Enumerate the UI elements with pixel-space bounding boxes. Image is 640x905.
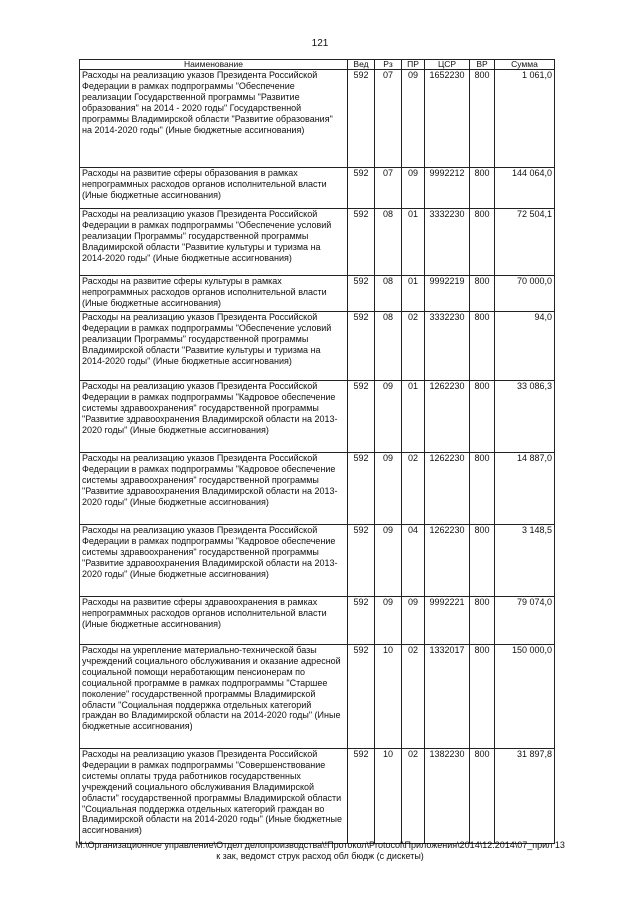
cell-rz: 07 xyxy=(375,168,402,209)
cell-sum: 79 074,0 xyxy=(495,597,555,645)
cell-vr: 800 xyxy=(470,381,495,453)
cell-ved: 592 xyxy=(348,645,375,749)
cell-rz: 09 xyxy=(375,525,402,597)
cell-sum: 31 897,8 xyxy=(495,749,555,844)
cell-vr: 800 xyxy=(470,70,495,168)
cell-name: Расходы на реализацию указов Президента Российской Федерации в рамках подпрограммы "Обеспечение реализации Государственной программы "Развитие образования" на 2014 - 2020 годы" Государственной программы Владимирской области "Развитие образования" на 2014-2020 годы" (Иные бюджетные ассигнования) xyxy=(80,70,348,168)
cell-pr: 09 xyxy=(402,168,425,209)
cell-vr: 800 xyxy=(470,168,495,209)
cell-sum: 144 064,0 xyxy=(495,168,555,209)
cell-pr: 02 xyxy=(402,453,425,525)
table-row xyxy=(80,312,555,381)
cell-sum: 70 000,0 xyxy=(495,276,555,312)
cell-vr: 800 xyxy=(470,276,495,312)
header-pr: ПР xyxy=(402,60,425,70)
cell-vr: 800 xyxy=(470,749,495,844)
cell-ved: 592 xyxy=(348,209,375,276)
cell-name: Расходы на реализацию указов Президента Российской Федерации в рамках подпрограммы "Обеспечение условий реализации Программы" государственной программы Владимирской области "Развитие культуры и туризма на 2014-2020 годы" (Иные бюджетные ассигнования) xyxy=(80,209,348,276)
cell-name: Расходы на развитие сферы здравоохранения в рамках непрограммных расходов органов исполнительной власти (Иные бюджетные ассигнования) xyxy=(80,597,348,645)
cell-ved: 592 xyxy=(348,381,375,453)
table-row xyxy=(80,70,555,168)
cell-csr: 9992212 xyxy=(425,168,470,209)
cell-sum: 94,0 xyxy=(495,312,555,381)
cell-sum: 3 148,5 xyxy=(495,525,555,597)
cell-ved: 592 xyxy=(348,525,375,597)
cell-vr: 800 xyxy=(470,645,495,749)
cell-vr: 800 xyxy=(470,597,495,645)
cell-ved: 592 xyxy=(348,168,375,209)
table-row xyxy=(80,645,555,749)
cell-csr: 9992219 xyxy=(425,276,470,312)
cell-rz: 10 xyxy=(375,645,402,749)
table-row xyxy=(80,168,555,209)
cell-pr: 01 xyxy=(402,276,425,312)
table-row xyxy=(80,453,555,525)
cell-pr: 09 xyxy=(402,70,425,168)
cell-pr: 01 xyxy=(402,209,425,276)
header-rz: Рз xyxy=(375,60,402,70)
cell-pr: 02 xyxy=(402,312,425,381)
cell-vr: 800 xyxy=(470,209,495,276)
table-row xyxy=(80,525,555,597)
cell-ved: 592 xyxy=(348,749,375,844)
cell-name: Расходы на реализацию указов Президента Российской Федерации в рамках подпрограммы "Совершенствование системы оплаты труда работников государственных учреждений социального обслуживания Владимирской области" государственной программы Владимирской области "Социальная поддержка отдельных категорий граждан во Владимирской области на 2014-2020 годы" (Иные бюджетные ассигнования) xyxy=(80,749,348,844)
cell-ved: 592 xyxy=(348,597,375,645)
cell-rz: 10 xyxy=(375,749,402,844)
cell-name: Расходы на реализацию указов Президента Российской Федерации в рамках подпрограммы "Кадровое обеспечение системы здравоохранения" государственной программы "Развитие здравоохранения Владимирской области на 2013-2020 годы" (Иные бюджетные ассигнования) xyxy=(80,381,348,453)
cell-rz: 09 xyxy=(375,597,402,645)
cell-csr: 1262230 xyxy=(425,453,470,525)
cell-pr: 02 xyxy=(402,645,425,749)
page-number: 121 xyxy=(311,38,329,49)
table-header-row xyxy=(80,60,555,70)
cell-name: Расходы на реализацию указов Президента Российской Федерации в рамках подпрограммы "Обеспечение условий реализации Программы" государственной программы Владимирской области "Развитие культуры и туризма на 2014-2020 годы" (Иные бюджетные ассигнования) xyxy=(80,312,348,381)
cell-name: Расходы на укрепление материально-технической базы учреждений социального обслуживания и оказание адресной социальной помощи неработающим пенсионерам по социальной программе в рамках подпрограммы "Старшее поколение" государственной программы Владимирской области "Социальная поддержка отдельных категорий граждан во Владимирской области на 2014-2020 годы" (Иные бюджетные ассигнования) xyxy=(80,645,348,749)
cell-pr: 09 xyxy=(402,597,425,645)
cell-sum: 14 887,0 xyxy=(495,453,555,525)
cell-rz: 07 xyxy=(375,70,402,168)
table-row xyxy=(80,209,555,276)
table-row xyxy=(80,381,555,453)
cell-csr: 3332230 xyxy=(425,312,470,381)
cell-ved: 592 xyxy=(348,276,375,312)
cell-sum: 72 504,1 xyxy=(495,209,555,276)
cell-ved: 592 xyxy=(348,453,375,525)
cell-pr: 02 xyxy=(402,749,425,844)
cell-csr: 1382230 xyxy=(425,749,470,844)
cell-csr: 1332017 xyxy=(425,645,470,749)
budget-table xyxy=(79,59,555,844)
cell-rz: 09 xyxy=(375,381,402,453)
header-name: Наименование xyxy=(80,60,348,70)
cell-rz: 08 xyxy=(375,209,402,276)
cell-vr: 800 xyxy=(470,525,495,597)
cell-pr: 01 xyxy=(402,381,425,453)
table-row xyxy=(80,597,555,645)
header-ved: Вед xyxy=(348,60,375,70)
cell-sum: 150 000,0 xyxy=(495,645,555,749)
cell-sum: 1 061,0 xyxy=(495,70,555,168)
cell-csr: 9992221 xyxy=(425,597,470,645)
cell-ved: 592 xyxy=(348,312,375,381)
cell-rz: 09 xyxy=(375,453,402,525)
table-row xyxy=(80,749,555,844)
header-vr: ВР xyxy=(470,60,495,70)
cell-vr: 800 xyxy=(470,312,495,381)
cell-csr: 1262230 xyxy=(425,381,470,453)
header-csr: ЦСР xyxy=(425,60,470,70)
cell-pr: 04 xyxy=(402,525,425,597)
cell-vr: 800 xyxy=(470,453,495,525)
cell-name: Расходы на реализацию указов Президента Российской Федерации в рамках подпрограммы "Кадровое обеспечение системы здравоохранения" государственной программы "Развитие здравоохранения Владимирской области на 2013-2020 годы" (Иные бюджетные ассигнования) xyxy=(80,453,348,525)
cell-name: Расходы на развитие сферы культуры в рамках непрограммных расходов органов исполнительной власти (Иные бюджетные ассигнования) xyxy=(80,276,348,312)
footer-file-description: к зак, ведомст струк расход обл бюдж (с дискеты) xyxy=(216,851,424,861)
cell-sum: 33 086,3 xyxy=(495,381,555,453)
cell-rz: 08 xyxy=(375,276,402,312)
table-row xyxy=(80,276,555,312)
header-sum: Сумма xyxy=(495,60,555,70)
cell-csr: 3332230 xyxy=(425,209,470,276)
cell-name: Расходы на развитие сферы образования в рамках непрограммных расходов органов исполнительной власти (Иные бюджетные ассигнования) xyxy=(80,168,348,209)
cell-ved: 592 xyxy=(348,70,375,168)
cell-rz: 08 xyxy=(375,312,402,381)
cell-csr: 1652230 xyxy=(425,70,470,168)
cell-name: Расходы на реализацию указов Президента Российской Федерации в рамках подпрограммы "Кадровое обеспечение системы здравоохранения" государственной программы "Развитие здравоохранения Владимирской области на 2013-2020 годы" (Иные бюджетные ассигнования) xyxy=(80,525,348,597)
cell-csr: 1262230 xyxy=(425,525,470,597)
footer-file-path: M:\Организационное управление\Отдел делопроизводства\!Протокол\Protocol\Приложения\2014\12.2014\07_прил 13 xyxy=(75,840,565,850)
